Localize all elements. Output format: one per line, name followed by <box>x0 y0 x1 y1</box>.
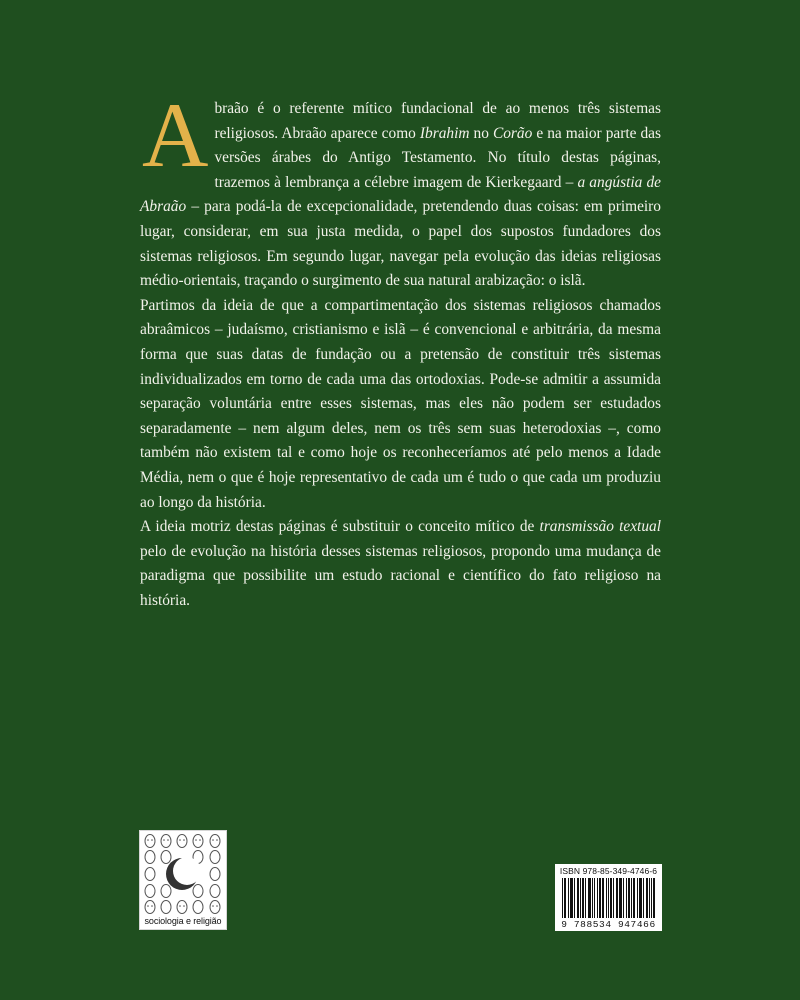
barcode-bar <box>589 878 590 918</box>
barcode-bar <box>570 878 571 918</box>
barcode-bar <box>623 878 624 918</box>
italic-ibrahim: Ibrahim <box>419 124 470 142</box>
barcode-bar <box>565 878 566 918</box>
faces-moon-icon <box>142 833 224 915</box>
barcode-bar <box>654 878 655 918</box>
paragraph-1-text-d: – para podá-la de excepcionalidade, pretendendo duas coisas: em primeiro lugar, considerar, em sua justa medida, o papel dos supostos fundadores dos sistemas religiosos. Em segundo lugar, navegar pela evolução das ideias religiosas médio-orientais, traçando o surgimento de sua natural arabização: o islã. <box>140 198 661 290</box>
barcode-bar <box>631 878 632 918</box>
barcode-bar <box>621 878 622 918</box>
paragraph-1-text-a: braão é o referente mítico fundacional de ao menos três sistemas religiosos. Abraão aparece como <box>214 100 661 142</box>
barcode-bar <box>583 878 584 918</box>
italic-corao: Corão <box>492 124 533 142</box>
barcode-bar <box>590 878 591 918</box>
barcode-bar <box>633 878 634 918</box>
barcode-bar <box>653 878 654 918</box>
barcode-bar <box>588 878 589 918</box>
barcode-bar <box>651 878 652 918</box>
barcode-bar <box>594 878 595 918</box>
barcode-bar <box>600 878 601 918</box>
barcode-bar <box>646 878 647 918</box>
barcode-bar <box>640 878 641 918</box>
italic-angustia: a angústia de Abraão <box>140 173 662 216</box>
barcode-digits: 9 788534 947466 <box>561 919 656 930</box>
barcode-bar <box>647 878 648 918</box>
barcode-bar <box>585 878 586 918</box>
barcode-bar <box>628 878 629 918</box>
barcode-bar <box>616 878 617 918</box>
barcode-bars <box>562 878 656 918</box>
italic-transmissao: transmissão textual <box>539 518 661 536</box>
barcode-bar <box>572 878 573 918</box>
barcode-bar <box>599 878 600 918</box>
barcode-bar <box>611 878 612 918</box>
synopsis-text <box>140 84 662 613</box>
barcode-bar <box>649 878 650 918</box>
paragraph-1 <box>140 84 662 294</box>
barcode-bar <box>637 878 638 918</box>
logo-caption: sociologia e religião <box>144 916 222 926</box>
barcode-bar <box>577 878 578 918</box>
barcode-bar <box>564 878 565 918</box>
barcode-bar <box>617 878 618 918</box>
barcode-bar <box>606 878 607 918</box>
barcode-bar <box>643 878 644 918</box>
isbn-label: ISBN 978-85-349-4746-6 <box>559 866 658 876</box>
paragraph-3-text-b: pelo de evolução na história desses sistemas religiosos, propondo uma mudança de paradigma que possibilite um estudo racional e científico do fato religioso na história. <box>140 542 661 609</box>
paragraph-2: Partimos da ideia de que a compartimentação dos sistemas religiosos chamados abraâmicos – judaísmo, cristianismo e islã – é convencional e arbitrária, da mesma forma que suas datas de fundação ou a pretensão de constituir três sistemas individualizados em torno de cada uma das ortodoxias. Pode-se admitir a assumida separação voluntária entre esses sistemas, mas eles não podem ser estudados separadamente – nem algum deles, nem os três sem suas heterodoxias –, como também não existem tal e como hoje os reconheceríamos até pelo menos a Idade Média, nem o que é hoje representativo de cada um é tudo o que cada um produziu ao longo da história. <box>140 296 661 511</box>
barcode-bar <box>592 878 593 918</box>
barcode-bar <box>629 878 630 918</box>
dropcap-letter: A <box>142 84 209 186</box>
barcode-bar <box>639 878 640 918</box>
barcode-bar <box>608 878 609 918</box>
barcode-bar <box>613 878 614 918</box>
barcode-bar <box>603 878 604 918</box>
barcode-bar <box>597 878 598 918</box>
barcode-bar <box>582 878 583 918</box>
barcode-bar <box>619 878 620 918</box>
barcode-bar <box>578 878 579 918</box>
paragraph-3-text-a: A ideia motriz destas páginas é substituir o conceito mítico de <box>140 518 540 536</box>
barcode-bar <box>568 878 569 918</box>
paragraph-3 <box>140 515 661 613</box>
paragraph-1-text-c: e na maior parte das versões árabes do Antigo Testamento. No título destas páginas, trazemos à lembrança a célebre imagem de Kierkegaard – <box>214 124 662 191</box>
paragraph-1-text-b: no <box>469 124 493 142</box>
barcode-bar <box>641 878 642 918</box>
barcode-bar <box>620 878 621 918</box>
barcode-bar <box>626 878 627 918</box>
barcode-bar <box>610 878 611 918</box>
barcode-bar <box>571 878 572 918</box>
barcode-bar <box>634 878 635 918</box>
barcode-bar <box>574 878 575 918</box>
isbn-barcode <box>555 864 662 931</box>
barcode-bar <box>580 878 581 918</box>
barcode-bar <box>602 878 603 918</box>
barcode-bar <box>562 878 563 918</box>
series-logo <box>139 830 227 930</box>
